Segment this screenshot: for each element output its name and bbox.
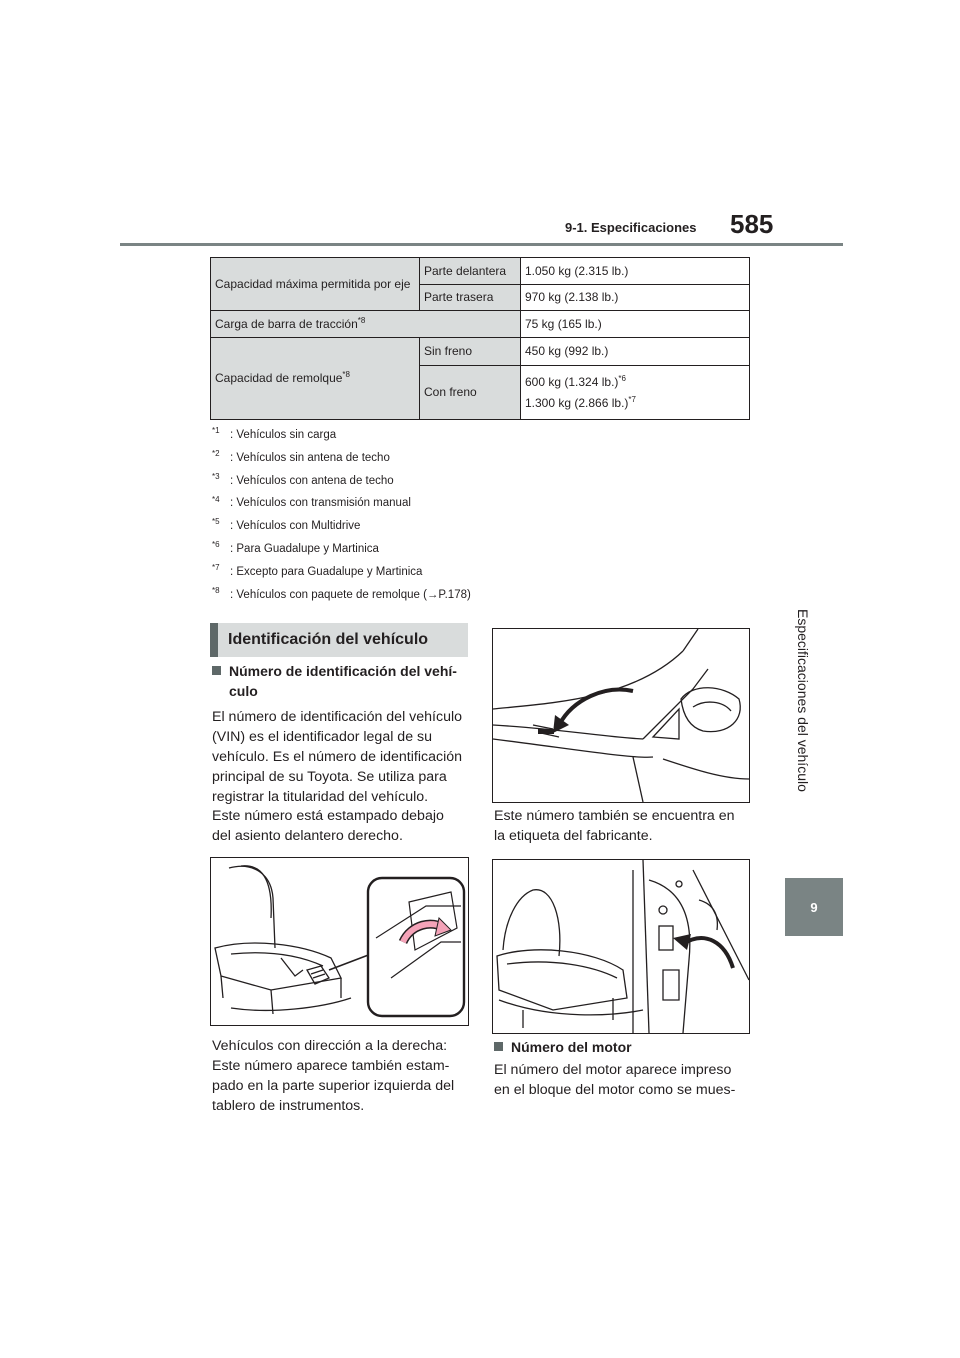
footnote: $^{*4}$ : Vehículos con transmisión manual bbox=[212, 494, 411, 510]
chapter-tab[interactable]: 9 bbox=[785, 878, 843, 936]
vin-paragraph-1: El número de identificación del vehículo (VIN) es el identificador legal de su vehículo. Es el número de identificación principal de su Toyota. Se utiliza para registrar la titularidad del vehículo. bbox=[212, 709, 463, 805]
table-cell: Sin freno bbox=[420, 338, 521, 366]
table-cell: 450 kg (992 lb.) bbox=[521, 338, 750, 366]
vin-paragraph-2: Este número está estampado debajo del asiento delantero derecho. bbox=[212, 808, 444, 844]
footnote: $^{*1}$ : Vehículos sin carga bbox=[212, 426, 337, 441]
footnote: $^{*7}$ : Excepto para Guadalupe y Martinica bbox=[212, 562, 423, 578]
section-title: Identificación del vehículo bbox=[210, 623, 468, 657]
footnote: $^{*5}$ : Vehículos con Multidrive bbox=[212, 517, 361, 533]
table-cell: Capacidad de remolque$^{*8}$ bbox=[211, 338, 420, 420]
engine-paragraph: El número del motor aparece impreso en el bloque del motor como se mues- bbox=[494, 1062, 736, 1098]
vin-paragraph-3: Vehículos con dirección a la derecha: Este número aparece también estam- pado en la parte superior izquierda del tablero de instrumentos. bbox=[212, 1038, 455, 1114]
specifications-table bbox=[210, 257, 750, 420]
table-cell: Con freno bbox=[420, 366, 521, 420]
footnote: $^{*8}$ : Vehículos con paquete de remolque (→P.178) bbox=[212, 585, 471, 601]
engine-heading: Número del motor bbox=[494, 1037, 632, 1057]
header-section-title: 9-1. Especificaciones bbox=[565, 220, 697, 235]
page-number: 585 bbox=[730, 209, 774, 239]
table-cell: Parte trasera bbox=[420, 285, 521, 311]
table-cell: 600 kg (1.324 lb.)$^{*6}$ 1.300 kg (2.866 lb.)$^{*7}$ bbox=[521, 366, 750, 420]
square-bullet-icon bbox=[212, 666, 221, 675]
footnote: $^{*2}$ : Vehículos sin antena de techo bbox=[212, 448, 390, 464]
vin-paragraph-right: Este número también se encuentra en la etiqueta del fabricante. bbox=[494, 808, 735, 844]
vin-heading: Número de identificación del vehí- culo bbox=[212, 661, 457, 701]
table-cell: Parte delantera bbox=[420, 258, 521, 285]
seat-vin-illustration bbox=[210, 857, 469, 1026]
footnotes bbox=[212, 427, 471, 609]
table-cell: Capacidad máxima permitida por eje bbox=[211, 258, 420, 311]
header-rule bbox=[120, 243, 843, 246]
chapter-side-label: Especificaciones del vehículo bbox=[795, 608, 811, 792]
table-cell: 75 kg (165 lb.) bbox=[521, 311, 750, 338]
footnote: $^{*6}$ : Para Guadalupe y Martinica bbox=[212, 540, 379, 555]
table-cell: 970 kg (2.138 lb.) bbox=[521, 285, 750, 311]
footnote: $^{*3}$ : Vehículos con antena de techo bbox=[212, 471, 394, 487]
table-cell: 1.050 kg (2.315 lb.) bbox=[521, 258, 750, 285]
windshield-vin-illustration bbox=[492, 628, 750, 803]
table-cell: Carga de barra de tracción$^{*8}$ bbox=[211, 311, 521, 338]
manufacturer-label-illustration bbox=[492, 859, 750, 1034]
square-bullet-icon bbox=[494, 1042, 503, 1051]
